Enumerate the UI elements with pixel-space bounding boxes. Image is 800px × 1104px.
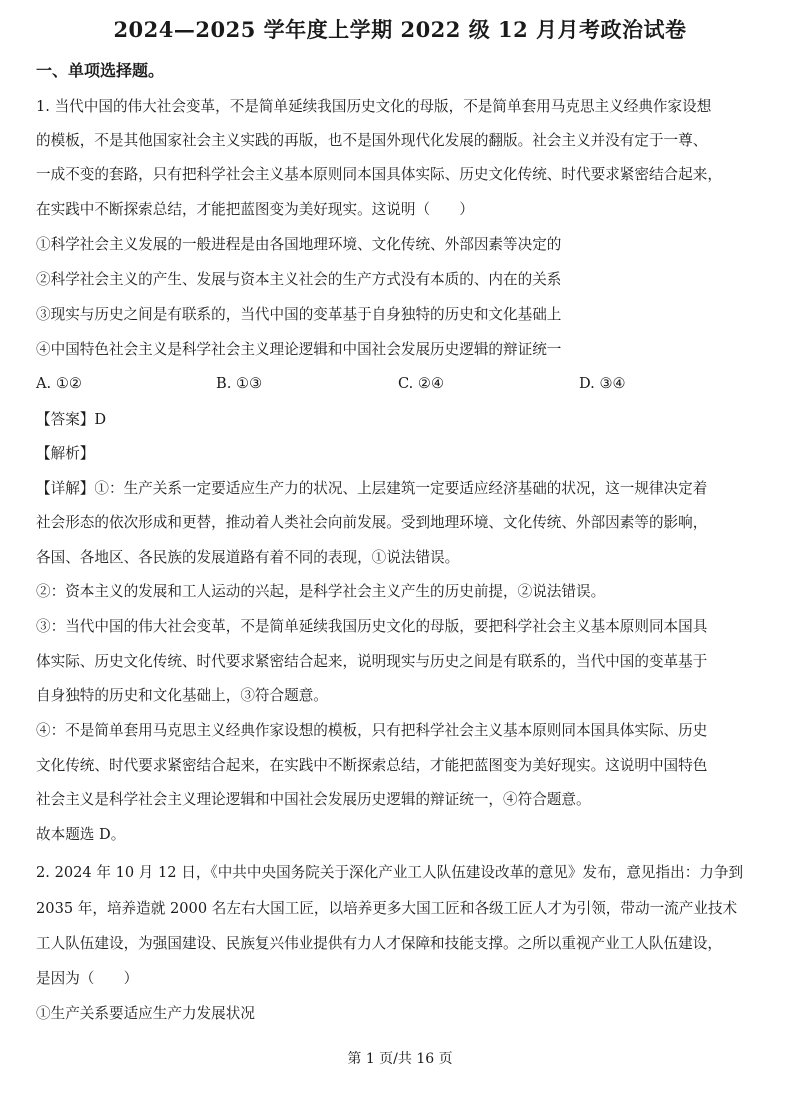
q1-detail-line: 自身独特的历史和文化基础上，③符合题意。 xyxy=(36,687,328,704)
q1-stem-line: 的模板，不是其他国家社会主义实践的再版，也不是国外现代化发展的翻版。社会主义并没有定于一尊、 xyxy=(36,132,708,149)
q1-statement: ①科学社会主义发展的一般进程是由各国地理环境、文化传统、外部因素等决定的 xyxy=(36,236,562,253)
q1-statement: ②科学社会主义的产生、发展与资本主义社会的生产方式没有本质的、内在的关系 xyxy=(36,271,562,288)
q1-answer: 【答案】D xyxy=(36,411,107,428)
q1-analysis-label: 【解析】 xyxy=(36,445,95,462)
q1-detail-line: 社会形态的依次形成和更替，推动着人类社会向前发展。受到地理环境、文化传统、外部因素等的影响， xyxy=(36,514,708,531)
q1-detail-line: ②：资本主义的发展和工人运动的兴起，是科学社会主义产生的历史前提，②说法错误。 xyxy=(36,583,606,600)
q1-detail-line: 文化传统、时代要求紧密结合起来，在实践中不断探索总结，才能把蓝图变为美好现实。这说明中国特色 xyxy=(36,757,708,774)
q1-option-c: C. ②④ xyxy=(398,375,445,392)
q1-stem-line: 1. 当代中国的伟大社会变革，不是简单延续我国历史文化的母版，不是简单套用马克思主义经典作家设想 xyxy=(36,98,712,115)
q1-option-d: D. ③④ xyxy=(579,375,626,392)
q2-stem-line: 工人队伍建设，为强国建设、民族复兴伟业提供有力人才保障和技能支撑。之所以重视产业工人队伍建设， xyxy=(36,935,722,952)
page-footer: 第 1 页/共 16 页 xyxy=(347,1051,453,1067)
q1-detail-line: 各国、各地区、各民族的发展道路有着不同的表现，①说法错误。 xyxy=(36,549,460,566)
q2-stem-line: 是因为（ ） xyxy=(36,970,139,987)
q2-statement: ①生产关系要适应生产力发展状况 xyxy=(36,1005,255,1022)
q1-option-b: B. ①③ xyxy=(216,375,263,392)
section-heading: 一、单项选择题。 xyxy=(36,61,165,80)
q2-stem-line: 2035 年，培养造就 2000 名左右大国工匠，以培养更多大国工匠和各级工匠人才为引领，带动一流产业技术 xyxy=(36,900,738,917)
q1-detail-line: ③：当代中国的伟大社会变革，不是简单延续我国历史文化的母版，要把科学社会主义基本原则同本国具 xyxy=(36,618,708,635)
q1-stem-line: 在实践中不断探索总结，才能把蓝图变为美好现实。这说明（ ） xyxy=(36,201,474,218)
q1-detail-line: 社会主义是科学社会主义理论逻辑和中国社会发展历史逻辑的辩证统一，④符合题意。 xyxy=(36,791,591,808)
q1-statement: ④中国特色社会主义是科学社会主义理论逻辑和中国社会发展历史逻辑的辩证统一 xyxy=(36,341,562,358)
q1-option-a: A. ①② xyxy=(36,375,82,392)
page-title: 2024—2025 学年度上学期 2022 级 12 月月考政治试卷 xyxy=(113,17,687,42)
q1-detail-line: 【详解】①：生产关系一定要适应生产力的状况、上层建筑一定要适应经济基础的状况，这一规律决定着 xyxy=(36,480,708,497)
q1-detail-line: ④：不是简单套用马克思主义经典作家设想的模板，只有把科学社会主义基本原则同本国具体实际、历史 xyxy=(36,722,708,739)
q1-detail-line: 体实际、历史文化传统、时代要求紧密结合起来，说明现实与历史之间是有联系的，当代中国的变革基于 xyxy=(36,653,708,670)
q2-stem-line: 2. 2024 年 10 月 12 日，《中共中央国务院关于深化产业工人队伍建设改革的意见》发布，意见指出：力争到 xyxy=(36,864,744,881)
q1-conclusion: 故本题选 D。 xyxy=(36,826,126,843)
q1-stem-line: 一成不变的套路，只有把科学社会主义基本原则同本国具体实际、历史文化传统、时代要求紧密结合起来， xyxy=(36,166,722,183)
q1-statement: ③现实与历史之间是有联系的，当代中国的变革基于自身独特的历史和文化基础上 xyxy=(36,306,562,323)
